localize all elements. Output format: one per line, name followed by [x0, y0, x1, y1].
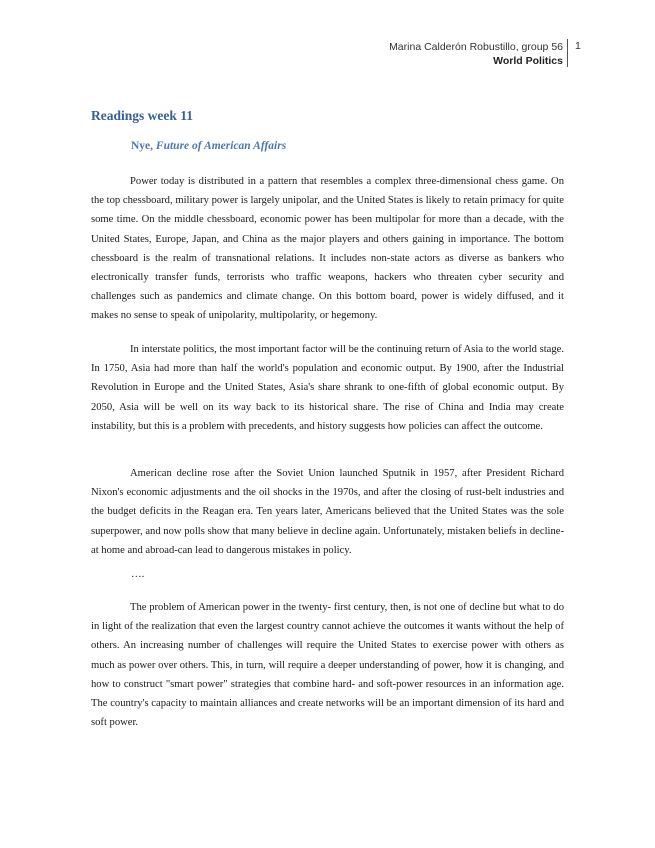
header-course: World Politics: [493, 55, 563, 67]
reading-subtitle: [131, 140, 286, 152]
section-title: Readings week 11: [91, 108, 194, 123]
body-paragraph-2: [91, 340, 564, 436]
paragraph-text: The problem of American power in the twenty- first century, then, is not one of decline but what to do in light of the realization that even the largest country cannot achieve the outcomes it wants without the help of others. An increasing number of challenges will require the United States to exercise power with others as much as power over others. This, in turn, will require a deeper understanding of power, how it is changing, and how to construct "smart power" strategies that combine hard- and soft-power resources in an information age. The country's capacity to maintain alliances and create networks will be an important dimension of its hard and soft power.: [91, 602, 564, 729]
paragraph-text: Power today is distributed in a pattern that resembles a complex three-dimensional chess game. On the top chessboard, military power is largely unipolar, and the United States is likely to retain primacy for quite some time. On the middle chessboard, economic power has been multipolar for more than a decade, with the United States, Europe, Japan, and China as the major players and others gaining in importance. The bottom chessboard is the realm of transnational relations. It includes non-state actors as diverse as bankers who electronically transfer funds, terrorists who traffic weapons, hackers who threaten cyber security and challenges such as pandemics and climate change. On this bottom board, power is widely diffused, and it makes no sense to speak of unipolarity, multipolarity, or hegemony.: [91, 176, 564, 322]
header-divider: [567, 39, 568, 67]
subtitle-work: Future of American Affairs: [155, 140, 287, 152]
paragraph-text: In interstate politics, the most important factor will be the continuing return of Asia to the world stage. In 1750, Asia had more than half the world's population and economic output. By 1900, after the Industrial Revolution in Europe and the United States, Asia's share shrank to one-fifth of global economic output. By 2050, Asia will be well on its way back to its historical share. The rise of China and India may create instability, but this is a problem with precedents, and history suggests how policies can affect the outcome.: [91, 344, 564, 432]
paragraph-text: American decline rose after the Soviet Union launched Sputnik in 1957, after President Richard Nixon's economic adjustments and the oil shocks in the 1970s, and after the closing of rust-belt industries and the budget deficits in the Reagan era. Ten years later, Americans believed that the United States was the sole superpower, and now polls show that many believe in decline again. Unfortunately, mistaken beliefs in decline-at home and abroad-can lead to dangerous mistakes in policy.: [91, 468, 564, 556]
body-paragraph-4: [91, 598, 564, 732]
page-header: [389, 40, 563, 68]
header-author: Marina Calderón Robustillo, group 56: [389, 41, 563, 53]
page-number: 1: [575, 40, 581, 52]
body-paragraph-1: [91, 172, 564, 326]
body-paragraph-3: [91, 464, 564, 560]
section-ellipsis: ….: [131, 569, 145, 580]
subtitle-author: Nye,: [131, 140, 156, 152]
